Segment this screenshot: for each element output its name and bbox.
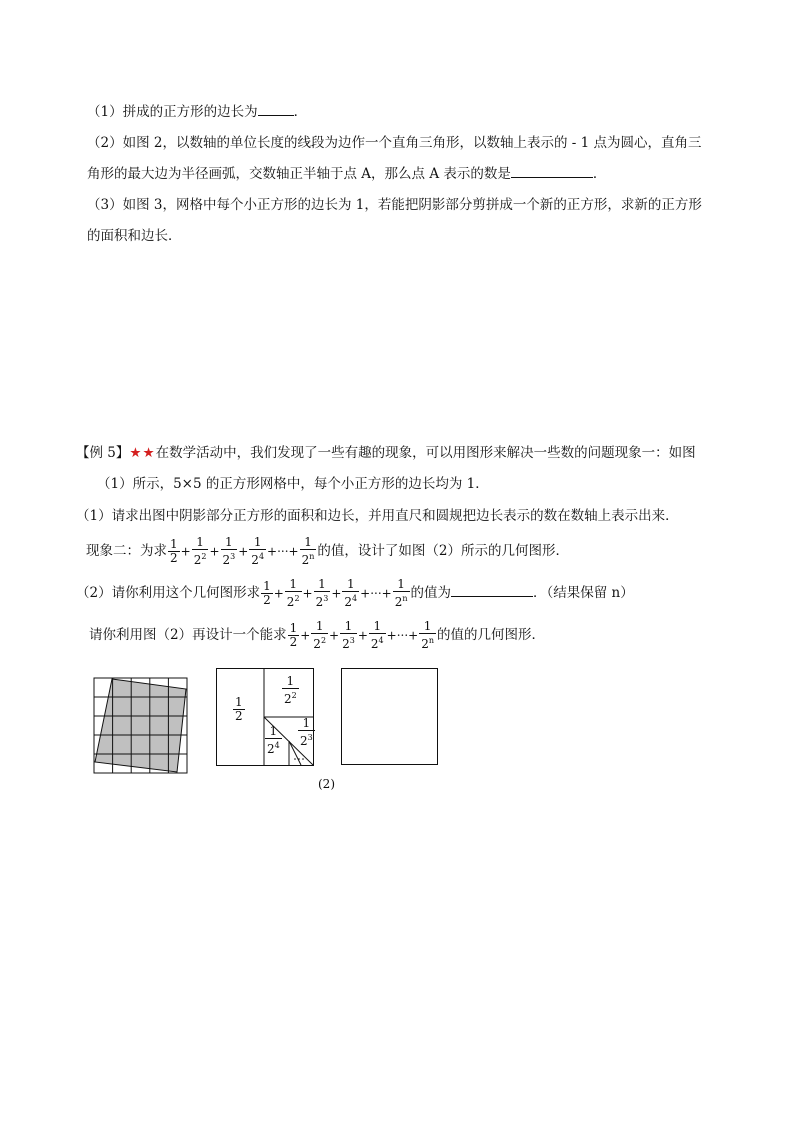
question-1-text: （1）拼成的正方形的边长为 (87, 104, 258, 120)
figure-2-caption: (2) (318, 777, 335, 791)
question-2-mid: 的值为 (410, 585, 451, 601)
figure-2-partition (216, 668, 314, 766)
question-1 (87, 101, 307, 122)
fraction-1-2-n: $\frac{1}{2^n}$ (301, 535, 315, 567)
fraction-1-2-2: $\frac{1}{2^2}$ (193, 535, 207, 567)
question-2-text: 角形的最大边为半径画弧，交数轴正半轴于点 A，那么点 A 表示的数是 (87, 166, 511, 182)
phenomenon-2: 现象二：为求 $\frac{1}{2}$ + $\frac{1}{2^2}$ + $\frac{1}{2^3}$ + $\frac{1}{2^4}$ +···+ $\frac{1}{2^n}$ 的值，设计了如图（2）所示的几何图形． (86, 535, 569, 567)
fraction-1-2: $\frac{1}{2}$ (289, 621, 298, 649)
difficulty-stars: ★★ (129, 445, 156, 461)
question-2-suffix: ．（结果保留 n） (533, 585, 634, 601)
example-5-question-2: （2）请你利用这个几何图形求 $\frac{1}{2}$ + $\frac{1}{2^2}$ + $\frac{1}{2^3}$ + $\frac{1}{2^4}$ +···+ $\frac{1}{2^n}$ 的值为 ．（结果保留 n） (76, 577, 634, 609)
fraction-1-2-3: $\frac{1}{2^3}$ (222, 535, 236, 567)
question-3-suffix: 的值的几何图形． (437, 627, 545, 643)
fraction-1-2-4: $\frac{1}{2^4}$ (344, 577, 358, 609)
fraction-1-2-3: $\frac{1}{2^3}$ (315, 577, 329, 609)
answer-blank-2 (511, 163, 593, 178)
fraction-1-2-4: $\frac{1}{2^4}$ (370, 619, 384, 651)
answer-blank-3 (451, 582, 533, 597)
question-2-end: ． (592, 166, 607, 182)
question-2-prefix: （2）请你利用这个几何图形求 (76, 585, 261, 601)
question-3-line-2: 的面积和边长． (87, 228, 182, 244)
question-2-line-1: （2）如图 2，以数轴的单位长度的线段为边作一个直角三角形，以数轴上表示的 - 1 点为圆心，直角三 (87, 135, 702, 151)
fraction-1-2-3: $\frac{1}{2^3}$ (342, 619, 355, 651)
fraction-1-2-n: $\frac{1}{2^n}$ (421, 619, 434, 651)
figure-3-empty-square (341, 668, 438, 765)
question-3-line-1: （3）如图 3，网格中每个小正方形的边长为 1，若能把阴影部分剪拼成一个新的正方形，求新的正方形 (87, 197, 702, 213)
fraction-1-2-2: $\frac{1}{2^2}$ (286, 577, 300, 609)
question-1-end: ． (293, 104, 308, 120)
example-5-text: 在数学活动中，我们发现了一些有趣的现象，可以用图形来解决一些数的问题现象一：如图 (155, 445, 696, 461)
phenomenon-2-prefix: 现象二：为求 (86, 543, 167, 559)
example-5-question-3: 请你利用图（2）再设计一个能求 $\frac{1}{2}$ + $\frac{1}{2^2}$ + $\frac{1}{2^3}$ + $\frac{1}{2^4}$ +···+ $\frac{1}{2^n}$ 的值的几何图形． (89, 619, 545, 651)
sixteenth-label: $\frac{1}{2^4}$ (267, 724, 280, 756)
fraction-1-2-n: $\frac{1}{2^n}$ (394, 577, 408, 609)
fraction-1-2-2: $\frac{1}{2^2}$ (313, 619, 327, 651)
question-2-line-2 (87, 163, 606, 184)
figure-1-grid (93, 677, 189, 775)
fraction-1-2: $\frac{1}{2}$ (263, 579, 271, 607)
fraction-1-2-4: $\frac{1}{2^4}$ (251, 535, 265, 567)
example-5-line-2: （1）所示，5×5 的正方形网格中，每个小正方形的边长均为 1． (97, 476, 489, 492)
question-3-prefix: 请你利用图（2）再设计一个能求 (89, 627, 287, 643)
example-5-question-1: （1）请求出图中阴影部分正方形的面积和边长，并用直尺和圆规把边长表示的数在数轴上表示出来． (76, 508, 679, 524)
eighth-label: $\frac{1}{2^3}$ (300, 716, 313, 748)
phenomenon-2-suffix: 的值，设计了如图（2）所示的几何图形． (317, 543, 569, 559)
fraction-1-2: $\frac{1}{2}$ (170, 537, 178, 565)
example-5-line-1 (76, 443, 696, 463)
quarter-label: $\frac{1}{2^2}$ (284, 674, 297, 706)
shaded-square (95, 679, 186, 772)
answer-blank-1 (258, 101, 294, 116)
half-label: $\frac{1}{2}$ (235, 695, 243, 723)
example-tag: 【例 5】 (76, 445, 130, 461)
remaining-dots (294, 758, 304, 760)
